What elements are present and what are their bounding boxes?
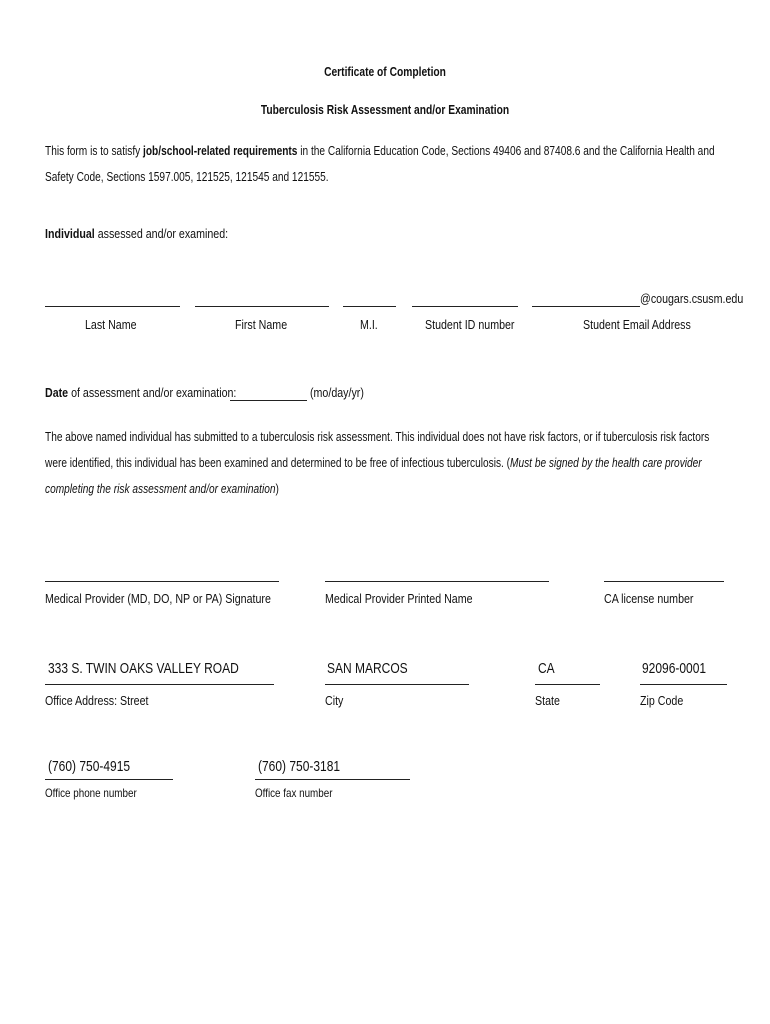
intro-paragraph	[45, 138, 731, 190]
provider-printed-name-label: Medical Provider Printed Name	[325, 591, 473, 606]
office-street-line	[45, 684, 274, 685]
office-fax-value[interactable]: (760) 750-3181	[258, 758, 341, 775]
provider-signature-label: Medical Provider (MD, DO, NP or PA) Signature	[45, 591, 271, 606]
date-format-hint: (mo/day/yr)	[310, 385, 364, 400]
office-city-label: City	[325, 693, 344, 708]
office-fax-line	[255, 779, 410, 780]
statement-paragraph	[45, 424, 731, 502]
date-field[interactable]	[230, 400, 307, 401]
office-city-value[interactable]: SAN MARCOS	[327, 660, 408, 677]
middle-initial-label: M.I.	[360, 317, 378, 332]
last-name-field[interactable]	[45, 306, 180, 307]
office-street-value[interactable]: 333 S. TWIN OAKS VALLEY ROAD	[48, 660, 239, 677]
statement-italic-note: Must be signed by the health care provider completing the risk assessment and/or examination	[45, 455, 702, 496]
student-id-field[interactable]	[412, 306, 518, 307]
license-number-field[interactable]	[604, 581, 724, 582]
individual-text: assessed and/or examined:	[94, 226, 229, 241]
statement-text: The above named individual has submitted to a tuberculosis risk assessment. This individual does not have risk factors, or if tuberculosis risk factors were identified, this individual has been examined and determined to be free of infectious tuberculosis. (	[45, 429, 710, 470]
student-id-label: Student ID number	[425, 317, 515, 332]
office-phone-value[interactable]: (760) 750-4915	[48, 758, 131, 775]
statement-close: )	[275, 481, 279, 496]
individual-bold: Individual	[45, 226, 95, 241]
intro-bold-requirements: job/school-related requirements	[143, 143, 298, 158]
individual-heading	[45, 226, 228, 241]
first-name-field[interactable]	[195, 306, 329, 307]
office-fax-label: Office fax number	[255, 786, 333, 800]
office-zip-value[interactable]: 92096-0001	[642, 660, 707, 677]
middle-initial-field[interactable]	[343, 306, 396, 307]
certificate-title: Certificate of Completion	[324, 65, 446, 79]
provider-signature-field[interactable]	[45, 581, 279, 582]
form-subtitle: Tuberculosis Risk Assessment and/or Examination	[260, 103, 510, 117]
email-domain-suffix: @cougars.csusm.edu	[640, 291, 744, 306]
date-bold: Date	[45, 385, 69, 400]
intro-suffix: in the California Education Code, Sections 49406 and 87408.6 and the California Health and Safety Code, Sections 1597.005, 121525, 121545 and 121555.	[45, 143, 715, 184]
last-name-label: Last Name	[85, 317, 137, 332]
office-zip-label: Zip Code	[640, 693, 684, 708]
office-phone-line	[45, 779, 173, 780]
date-text: of assessment and/or examination:	[68, 385, 237, 400]
intro-prefix: This form is to satisfy	[45, 143, 144, 158]
provider-printed-name-field[interactable]	[325, 581, 549, 582]
student-email-label: Student Email Address	[583, 317, 691, 332]
office-state-line	[535, 684, 600, 685]
office-state-value[interactable]: CA	[538, 660, 555, 677]
office-zip-line	[640, 684, 727, 685]
license-number-label: CA license number	[604, 591, 694, 606]
office-phone-label: Office phone number	[45, 786, 137, 800]
office-state-label: State	[535, 693, 560, 708]
office-street-label: Office Address: Street	[45, 693, 149, 708]
office-city-line	[325, 684, 469, 685]
date-label	[45, 385, 236, 400]
first-name-label: First Name	[235, 317, 288, 332]
student-email-field[interactable]	[532, 306, 640, 307]
